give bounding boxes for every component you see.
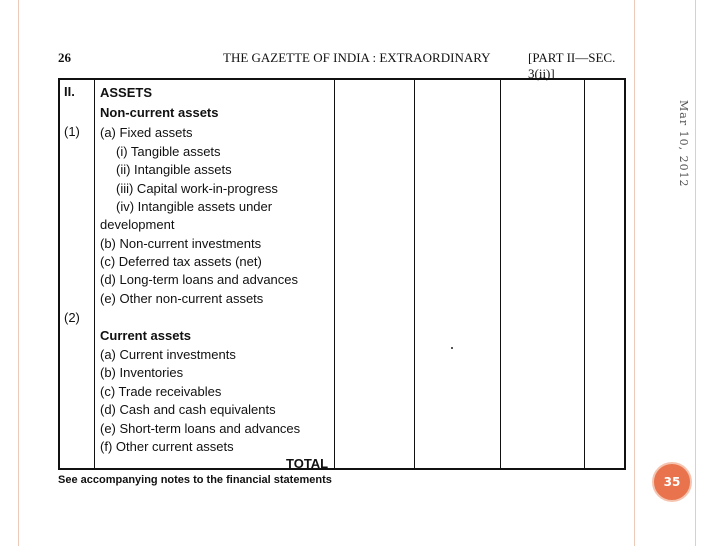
- line-item: (ii) Intangible assets: [116, 162, 232, 177]
- assets-heading: ASSETS: [100, 85, 153, 100]
- line-item: (iv) Intangible assets under: [116, 199, 273, 214]
- column-divider: [584, 80, 585, 468]
- column-divider: [500, 80, 501, 468]
- column-divider: [334, 80, 335, 468]
- slide-page-number: 35: [652, 462, 692, 502]
- line-item: (i) Tangible assets: [116, 144, 221, 159]
- line-item: (e) Short-term loans and advances: [100, 421, 301, 436]
- total-label: TOTAL: [286, 456, 329, 471]
- line-item: (f) Other current assets: [100, 439, 234, 454]
- line-item: (a) Current investments: [100, 347, 236, 362]
- gazette-page-number: 26: [58, 50, 71, 65]
- row-number-1: (1): [64, 124, 80, 139]
- line-item: (d) Cash and cash equivalents: [100, 402, 276, 417]
- line-item: (c) Trade receivables: [100, 384, 222, 399]
- line-item: (e) Other non-current assets: [100, 291, 264, 306]
- gazette-section: [PART II—SEC. 3(ii)]: [528, 50, 616, 81]
- left-frame-border: [6, 0, 19, 546]
- column-divider: [94, 80, 95, 468]
- line-item: development: [100, 217, 175, 232]
- line-item: (b) Non-current investments: [100, 236, 262, 251]
- line-item: (d) Long-term loans and advances: [100, 272, 299, 287]
- column-divider: [414, 80, 415, 468]
- balance-sheet-table: [58, 78, 626, 470]
- row-number-roman: II.: [64, 84, 75, 99]
- row-number-2: (2): [64, 310, 80, 325]
- gazette-title: THE GAZETTE OF INDIA : EXTRAORDINARY: [223, 50, 491, 65]
- line-item: (iii) Capital work-in-progress: [116, 181, 278, 196]
- slide-date: Mar 10, 2012: [677, 100, 690, 188]
- footnote: See accompanying notes to the financial statements: [58, 474, 332, 486]
- gazette-header: [58, 50, 628, 81]
- line-item: (c) Deferred tax assets (net): [100, 254, 262, 269]
- line-item: (a) Fixed assets: [100, 125, 193, 140]
- current-assets-heading: Current assets: [100, 328, 192, 343]
- scan-speck: [451, 347, 453, 349]
- non-current-assets-heading: Non-current assets: [100, 105, 219, 120]
- line-item: (b) Inventories: [100, 365, 184, 380]
